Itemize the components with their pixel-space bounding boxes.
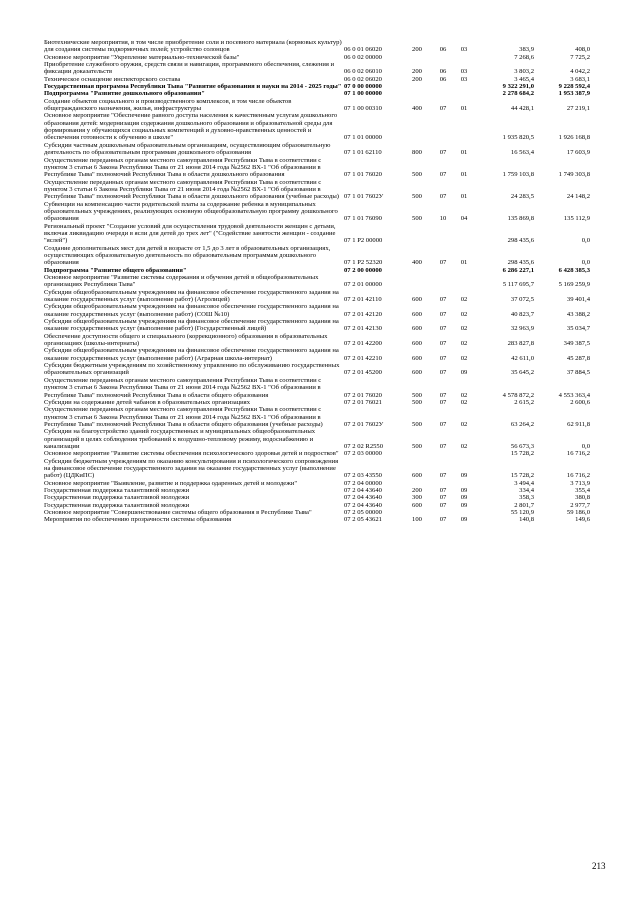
subsection: 02 xyxy=(460,420,468,428)
expense-type: 600 xyxy=(412,296,422,304)
subsection: 01 xyxy=(460,171,468,179)
amount-year-2: 4 042,2 xyxy=(570,68,590,76)
amount-year-1: 35 645,2 xyxy=(510,369,534,377)
subsection: 09 xyxy=(460,494,468,502)
amount-year-1: 135 869,8 xyxy=(507,215,534,223)
row-name: Основное мероприятие "Выявление, развитие и поддержка одаренных детей и молодежи" xyxy=(44,479,298,487)
table-row xyxy=(44,347,614,362)
target-code: 07 2 01 42130 xyxy=(344,325,382,333)
amount-year-2: 35 034,7 xyxy=(566,325,590,333)
row-name: Подпрограмма "Развитие дошкольного образования" xyxy=(44,90,205,98)
section: 06 xyxy=(439,46,447,54)
amount-year-1: 140,8 xyxy=(519,516,534,524)
subsection: 02 xyxy=(460,310,468,318)
row-name: Субсидии бюджетным учреждениям по хозяйственному управлению по обслуживанию государственных образовательных организаций xyxy=(44,362,340,377)
subsection: 09 xyxy=(460,501,468,509)
target-code: 07 2 01 45200 xyxy=(344,369,382,377)
table-row xyxy=(44,303,614,318)
subsection: 09 xyxy=(460,516,468,524)
row-name: Региональный проект "Создание условий для осуществления трудовой деятельности женщин с детьми, включая ликвидацию очереди в ясли для детей до трех лет" ("Содействие занятости женщин - создание "яслей") xyxy=(44,222,336,245)
subsection: 02 xyxy=(460,340,468,348)
target-code: 07 2 04 43640 xyxy=(344,501,382,509)
row-name: Основное мероприятие "Совершенствование системы общего образования в Республике Тыва" xyxy=(44,509,312,516)
amount-year-1: 283 827,8 xyxy=(507,340,534,348)
amount-year-1: 40 823,7 xyxy=(510,310,534,318)
row-name: Осуществление переданных органам местного самоуправления Республики Тыва в соответствии с пунктом 3 статьи 6 Закона Республики Тыва от 21 июня 2014 года №2562 ВХ-1 "Об образовании в Республике Тыва" полномочий Республики Тыва в области общего образования (учебные расходы) xyxy=(44,406,323,428)
target-code: 07 2 04 43640 xyxy=(344,494,382,502)
row-name: Мероприятия по обеспечению прозрачности системы образования xyxy=(44,516,232,524)
subsection: 03 xyxy=(460,68,468,76)
row-name: Создание объектов социального и производственного комплексов, в том числе объектов общегражданского назначения, жилья, инфраструктуры xyxy=(44,97,292,113)
row-name: Основное мероприятие "Укрепление материально-технической базы" xyxy=(44,53,240,61)
amount-year-2: 24 148,2 xyxy=(566,193,590,201)
section: 10 xyxy=(439,215,447,223)
amount-year-2: 1 926 168,8 xyxy=(558,134,590,142)
amount-year-1: 37 072,5 xyxy=(510,296,534,304)
expense-type: 400 xyxy=(412,105,422,113)
section: 07 xyxy=(439,369,447,377)
section: 07 xyxy=(439,391,447,399)
target-code: 07 2 04 43640 xyxy=(344,486,382,494)
amount-year-2: 59 186,0 xyxy=(566,509,590,516)
target-code: 07 2 00 00000 xyxy=(344,266,382,274)
target-code: 07 2 05 43621 xyxy=(344,516,382,524)
expense-type: 600 xyxy=(412,340,422,348)
expense-type: 500 xyxy=(412,193,422,201)
table-row xyxy=(44,179,614,201)
expense-type: 600 xyxy=(412,325,422,333)
table-row xyxy=(44,274,614,289)
target-code: 07 2 01 42200 xyxy=(344,340,382,348)
target-code: 06 0 01 06020 xyxy=(344,46,382,54)
row-name: Приобретение служебного оружия, средств связи и навигации, программного обеспечения, слежения и фиксации доказательств xyxy=(44,61,335,76)
section: 07 xyxy=(439,501,447,509)
amount-year-1: 298 435,6 xyxy=(507,237,534,245)
section: 07 xyxy=(439,442,447,450)
target-code: 07 1 01 76090 xyxy=(344,215,382,223)
section: 07 xyxy=(439,105,447,113)
expense-type: 500 xyxy=(412,215,422,223)
target-code: 07 2 01 42120 xyxy=(344,310,382,318)
expense-type: 500 xyxy=(412,420,422,428)
amount-year-1: 44 428,1 xyxy=(510,105,534,113)
row-name: Субсидии на содержание детей чабанов в образовательных организациях xyxy=(44,398,251,406)
section: 07 xyxy=(439,296,447,304)
row-name: Государственная поддержка талантливой молодежи xyxy=(44,494,190,502)
subsection: 09 xyxy=(460,472,468,480)
section: 07 xyxy=(439,171,447,179)
amount-year-1: 2 278 684,2 xyxy=(502,90,534,98)
row-name: Субсидии общеобразовательным учреждениям на финансовое обеспечение государственного задания на оказание государственных услуг (выполнение работ) (Государственный лицей) xyxy=(44,318,339,333)
subsection: 01 xyxy=(460,259,468,267)
amount-year-2: 43 388,2 xyxy=(566,310,590,318)
table-row xyxy=(44,318,614,333)
section: 07 xyxy=(439,354,447,362)
target-code: 07 2 01 42110 xyxy=(344,296,382,304)
table-row xyxy=(44,223,614,245)
row-name: Государственная поддержка талантливой молодежи xyxy=(44,501,190,509)
table-row xyxy=(44,289,614,304)
expense-type: 200 xyxy=(412,46,422,54)
row-name: Субсидии общеобразовательным учреждениям на финансовое обеспечение государственного задания на оказание государственных услуг (выполнение работ) (Аграрная школа-интернат) xyxy=(44,347,339,362)
amount-year-1: 3 465,4 xyxy=(514,75,534,83)
subsection: 02 xyxy=(460,398,468,406)
expense-type: 100 xyxy=(412,516,422,524)
amount-year-1: 63 264,2 xyxy=(510,420,534,428)
amount-year-1: 334,4 xyxy=(519,486,534,494)
expense-type: 500 xyxy=(412,442,422,450)
expense-type: 300 xyxy=(412,494,422,502)
target-code: 07 2 03 43550 xyxy=(344,472,382,480)
subsection: 01 xyxy=(460,149,468,157)
target-code: 07 1 01 00000 xyxy=(344,134,382,142)
amount-year-1: 9 322 291,0 xyxy=(502,83,534,91)
amount-year-2: 0,0 xyxy=(581,259,590,267)
table-row xyxy=(44,377,614,399)
table-row xyxy=(44,502,614,509)
row-name: Осуществление переданных органам местного самоуправления Республики Тыва в соответствии с пунктом 3 статьи 6 Закона Республики Тыва от 21 июня 2014 года №2562 ВХ-1 "Об образовании в Республике Тыва" полномочий Республики Тыва в области дошкольного образования xyxy=(44,156,322,179)
table-row xyxy=(44,76,614,83)
expense-type: 200 xyxy=(412,68,422,76)
target-code: 07 1 P2 52320 xyxy=(344,259,383,267)
subsection: 03 xyxy=(460,46,468,54)
row-name: Основное мероприятие "Обеспечение равного доступа населения к качественным услугам дошкольного образования детей: модернизация содержания дошкольного образования и образовательной среды для формирования у обучающихся социальных компетенций и духовно-нравственных ценностей и обеспечения готовности к обучению в школе" xyxy=(44,112,338,142)
amount-year-1: 56 673,3 xyxy=(510,442,534,450)
table-row xyxy=(44,509,614,516)
row-name: Осуществление переданных органам местного самоуправления Республики Тыва в соответствии с пунктом 3 статьи 6 Закона Республики Тыва от 21 июня 2014 года №2562 ВХ-1 "Об образовании в Республике Тыва" полномочий Республики Тыва в области общего образования xyxy=(44,376,322,399)
expense-type: 600 xyxy=(412,369,422,377)
amount-year-1: 7 268,6 xyxy=(514,53,534,61)
target-code: 06 0 02 06010 xyxy=(344,68,382,76)
table-row xyxy=(44,458,614,480)
table-row xyxy=(44,516,614,523)
expense-type: 600 xyxy=(412,354,422,362)
table-row xyxy=(44,83,614,90)
row-name: Субсидии общеобразовательным учреждениям на финансовое обеспечение государственного задания на оказание государственных услуг (выполнение работ) (Агролицей) xyxy=(44,288,339,304)
target-code: 07 2 03 00000 xyxy=(344,450,382,458)
expense-type: 200 xyxy=(412,75,422,83)
target-code: 07 2 01 76020 xyxy=(344,391,382,399)
table-row xyxy=(44,480,614,487)
target-code: 07 1 P2 00000 xyxy=(344,237,383,245)
amount-year-2: 0,0 xyxy=(581,442,590,450)
amount-year-1: 3 494,4 xyxy=(514,479,534,487)
target-code: 07 2 01 76021 xyxy=(344,398,382,406)
subsection: 09 xyxy=(460,486,468,494)
table-row xyxy=(44,112,614,141)
amount-year-2: 3 683,1 xyxy=(570,75,590,83)
table-row xyxy=(44,399,614,406)
row-name: Основное мероприятие "Развитие системы обеспечения психологического здоровья детей и подростков" xyxy=(44,450,339,458)
subsection: 02 xyxy=(460,296,468,304)
amount-year-1: 358,3 xyxy=(519,494,534,502)
amount-year-1: 15 728,2 xyxy=(510,472,534,480)
target-code: 07 2 01 00000 xyxy=(344,281,382,289)
amount-year-2: 349 387,5 xyxy=(563,340,590,348)
section: 07 xyxy=(439,325,447,333)
target-code: 07 1 01 7602У xyxy=(344,193,384,201)
amount-year-2: 408,0 xyxy=(575,46,590,54)
row-name: Создание дополнительных мест для детей в возрасте от 1,5 до 3 лет в образовательных организациях, осуществляющих образовательную деятельность по образовательным программам дошкольного образования xyxy=(44,244,331,267)
row-name: Техническое оснащение инспекторского состава xyxy=(44,75,181,83)
table-row xyxy=(44,98,614,113)
table-row xyxy=(44,333,614,348)
row-name: Государственная поддержка талантливой молодежи xyxy=(44,486,190,494)
expense-type: 200 xyxy=(412,486,422,494)
expense-type: 400 xyxy=(412,259,422,267)
row-name: Субвенции на компенсацию части родительской платы за содержание ребенка в муниципальных образовательных учреждениях, реализующих основную общеобразовательную программу дошкольного образования xyxy=(44,200,338,223)
subsection: 04 xyxy=(460,215,468,223)
amount-year-1: 3 803,2 xyxy=(514,68,534,76)
row-name: Субсидии на благоустройство зданий государственных и муниципальных общеобразовательных организаций в целях соблюдения требований к воздушно-тепловому режиму, водоснабжению и канализации xyxy=(44,428,316,450)
amount-year-2: 6 428 385,3 xyxy=(558,266,590,274)
amount-year-1: 2 801,7 xyxy=(514,501,534,509)
row-name: Основное мероприятие "Развитие системы содержания и обучения детей в общеобразовательных организациях Республики Тыва" xyxy=(44,274,319,289)
amount-year-2: 37 884,5 xyxy=(566,369,590,377)
amount-year-2: 380,8 xyxy=(575,494,590,502)
table-row xyxy=(44,61,614,76)
subsection: 01 xyxy=(460,193,468,201)
amount-year-2: 3 713,9 xyxy=(570,479,590,487)
table-row xyxy=(44,406,614,428)
amount-year-2: 45 287,8 xyxy=(566,354,590,362)
row-name: Осуществление переданных органам местного самоуправления Республики Тыва в соответствии с пунктом 3 статьи 6 Закона Республики Тыва от 21 июня 2014 года №2562 ВХ-1 "Об образовании в Республике Тыва" полномочий Республики Тыва в области дошкольного образования (учебные расходы) xyxy=(44,178,340,201)
amount-year-2: 1 749 303,8 xyxy=(558,171,590,179)
row-name: Подпрограмма "Развитие общего образования" xyxy=(44,266,187,274)
expense-type: 500 xyxy=(412,391,422,399)
target-code: 07 2 01 7602У xyxy=(344,420,384,428)
row-name: Субсидии общеобразовательным учреждениям на финансовое обеспечение государственного задания на оказание государственных услуг (выполнение работ) (СОШ №10) xyxy=(44,303,339,318)
amount-year-1: 298 435,6 xyxy=(507,259,534,267)
target-code: 07 2 02 R2550 xyxy=(344,442,384,450)
amount-year-1: 1 759 103,8 xyxy=(502,171,534,179)
target-code: 07 1 00 00310 xyxy=(344,105,382,113)
subsection: 02 xyxy=(460,354,468,362)
amount-year-1: 5 117 695,7 xyxy=(502,281,534,289)
expense-type: 600 xyxy=(412,310,422,318)
amount-year-1: 383,9 xyxy=(519,46,534,54)
expense-type: 800 xyxy=(412,149,422,157)
subsection: 02 xyxy=(460,325,468,333)
amount-year-2: 5 169 259,9 xyxy=(558,281,590,289)
section: 07 xyxy=(439,193,447,201)
section: 07 xyxy=(439,486,447,494)
row-name: Биотехнические мероприятия, в том числе приобретение соли и посевного материала (кормовых культур) для создания системы подкормочных полей; устройство солонцов xyxy=(44,39,342,54)
subsection: 02 xyxy=(460,442,468,450)
section: 07 xyxy=(439,149,447,157)
section: 07 xyxy=(439,259,447,267)
target-code: 07 2 01 42210 xyxy=(344,354,382,362)
amount-year-2: 7 725,2 xyxy=(570,53,590,61)
target-code: 07 2 04 00000 xyxy=(344,479,382,487)
amount-year-2: 1 953 387,9 xyxy=(558,90,590,98)
amount-year-1: 16 563,4 xyxy=(510,149,534,157)
amount-year-2: 16 716,2 xyxy=(566,450,590,458)
target-code: 07 1 01 76020 xyxy=(344,171,382,179)
table-row xyxy=(44,362,614,377)
table-row xyxy=(44,90,614,97)
section: 07 xyxy=(439,516,447,524)
page-number: 213 xyxy=(592,861,606,871)
amount-year-2: 16 716,2 xyxy=(566,472,590,480)
target-code: 07 1 00 00000 xyxy=(344,90,382,98)
expense-type: 500 xyxy=(412,398,422,406)
section: 07 xyxy=(439,398,447,406)
section: 07 xyxy=(439,340,447,348)
table-row xyxy=(44,267,614,274)
expense-type: 600 xyxy=(412,501,422,509)
table-row xyxy=(44,142,614,157)
amount-year-1: 55 120,9 xyxy=(510,509,534,516)
amount-year-1: 24 283,5 xyxy=(510,193,534,201)
expense-type: 600 xyxy=(412,472,422,480)
amount-year-1: 2 615,2 xyxy=(514,398,534,406)
target-code: 06 0 02 00000 xyxy=(344,53,382,61)
table-row xyxy=(44,487,614,494)
section: 06 xyxy=(439,68,447,76)
table-row xyxy=(44,201,614,223)
amount-year-1: 4 578 872,2 xyxy=(502,391,534,399)
budget-table xyxy=(44,39,614,524)
expense-type: 500 xyxy=(412,171,422,179)
section: 07 xyxy=(439,310,447,318)
amount-year-2: 39 401,4 xyxy=(566,296,590,304)
section: 07 xyxy=(439,472,447,480)
target-code: 07 1 01 62110 xyxy=(344,149,382,157)
amount-year-2: 17 603,9 xyxy=(566,149,590,157)
table-row xyxy=(44,494,614,501)
amount-year-1: 42 611,0 xyxy=(511,354,534,362)
row-name: Обеспечение доступности общего и специального (коррекционного) образования в образовательных организациях (школы-интернаты) xyxy=(44,332,328,348)
amount-year-2: 149,6 xyxy=(575,516,590,524)
table-row xyxy=(44,157,614,179)
target-code: 07 0 00 00000 xyxy=(344,83,382,91)
amount-year-2: 2 977,7 xyxy=(570,501,590,509)
amount-year-2: 135 112,9 xyxy=(563,215,590,223)
table-row xyxy=(44,245,614,267)
row-name: Государственная программа Республики Тыва "Развитие образования и науки на 2014 - 2025 годы" xyxy=(44,83,342,91)
subsection: 02 xyxy=(460,391,468,399)
amount-year-2: 62 911,8 xyxy=(567,420,590,428)
row-name: Субсидии частным дошкольным образовательным организациям, осуществляющим образовательную деятельность по образовательным программам дошкольного образования xyxy=(44,141,331,157)
amount-year-2: 4 553 363,4 xyxy=(558,391,590,399)
amount-year-2: 0,0 xyxy=(581,237,590,245)
section: 06 xyxy=(439,75,447,83)
amount-year-2: 27 219,1 xyxy=(566,105,590,113)
amount-year-1: 6 286 227,1 xyxy=(502,266,534,274)
row-name: Субсидии бюджетным учреждениям по оказанию консультирования и психологического сопровождения на финансовое обеспечение государственного задания на оказание государственных услуг (выполнение работ) (ЦДКиПС) xyxy=(44,457,339,480)
subsection: 09 xyxy=(460,369,468,377)
section: 07 xyxy=(439,494,447,502)
target-code: 06 0 02 06020 xyxy=(344,75,382,83)
table-row xyxy=(44,450,614,457)
amount-year-2: 355,4 xyxy=(575,486,590,494)
table-row xyxy=(44,54,614,61)
amount-year-1: 15 728,2 xyxy=(510,450,534,458)
amount-year-2: 2 600,6 xyxy=(570,398,590,406)
section: 07 xyxy=(439,420,447,428)
amount-year-1: 1 935 820,5 xyxy=(502,134,534,142)
amount-year-1: 32 963,9 xyxy=(510,325,534,333)
table-row xyxy=(44,39,614,54)
subsection: 03 xyxy=(460,75,468,83)
subsection: 01 xyxy=(460,105,468,113)
target-code: 07 2 05 00000 xyxy=(344,509,382,516)
amount-year-2: 9 228 592,4 xyxy=(558,83,590,91)
table-row xyxy=(44,428,614,450)
